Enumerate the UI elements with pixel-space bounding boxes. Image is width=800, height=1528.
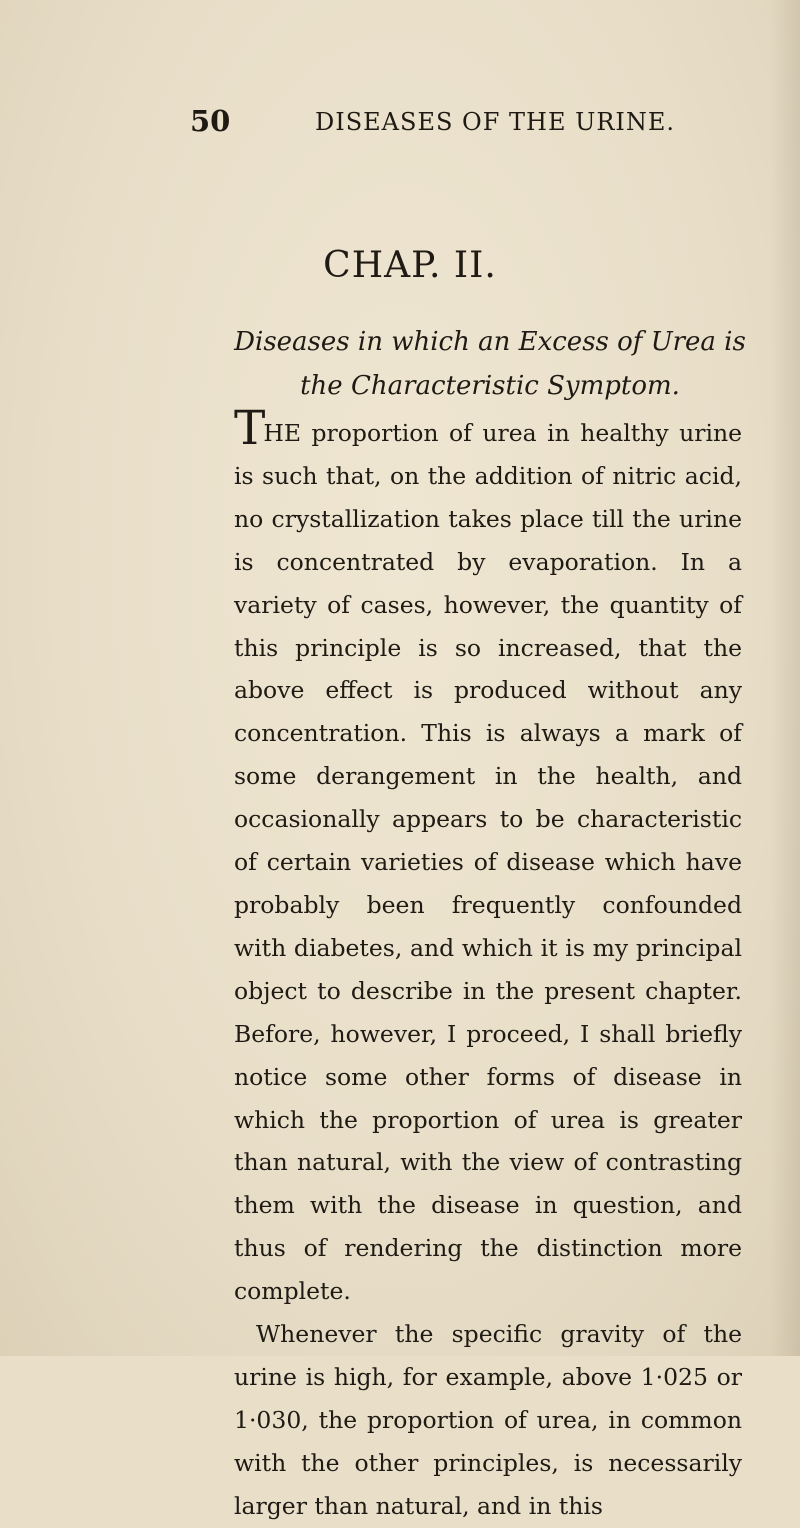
paragraph-2: Whenever the specific gravity of the urine is high, for example, above 1·025 or 1·030, the proportion of urea, in common with the other principles, is necessarily larger than natural, and in this [234,1320,742,1520]
chapter-subtitle: Diseases in which an Excess of Urea is the Characteristic Symptom. [234,327,746,401]
body-text [234,401,742,1528]
page-edge-shadow [770,0,800,1356]
drop-cap: T [234,401,264,456]
paragraph-1 [234,401,742,1313]
first-word-rest: HE [263,419,302,447]
running-title: DISEASES OF THE URINE. [315,108,676,136]
page-number: 50 [190,104,231,138]
paragraph-1-text: proportion of urea in healthy urine is such that, on the addition of nitric acid, no crystallization takes place till the urine is concentrated by evaporation. In a variety of cases, however, the quantity of this principle is so increased, that the above effect is produced without any concentration. This is always a mark of some derangement in the health, and occasionally appears to be characteristic of certain varieties of disease which have probably been frequently confounded with diabetes, and which it is my principal object to describe in the present chapter. Before, however, I proceed, I shall briefly notice some other forms of disease in which the proportion of urea is greater than natural, with the view of contrasting them with the disease in question, and thus of rendering the distinction more complete. [234,419,742,1306]
page-header [0,104,800,144]
chapter-heading: CHAP. II. [323,245,497,286]
